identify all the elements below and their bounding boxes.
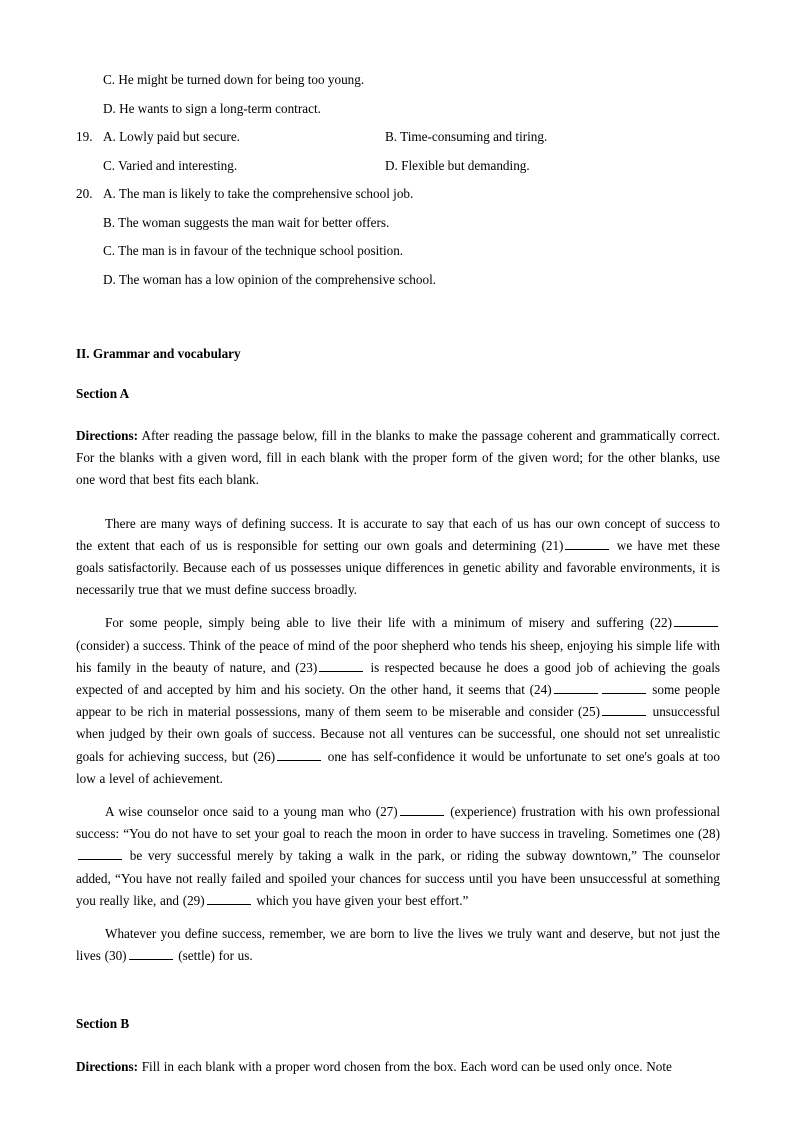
question-20-row-2 xyxy=(76,215,720,232)
question-20-row-4 xyxy=(76,272,720,289)
spacer xyxy=(76,402,720,425)
blank-24-second[interactable] xyxy=(602,682,646,694)
passage-text: Whatever you define success, remember, we are born to live the lives we truly want and deserve, but not just the lives (30) xyxy=(76,926,720,964)
question-20-row-3 xyxy=(76,243,720,260)
section-a-heading: Section A xyxy=(76,385,130,401)
passage-text: is respected because he does a good job of achieving the goals expected of and accepted by him and his society. On the other hand, it seems that (24) xyxy=(76,659,720,698)
passage-text: (experience) frustration with his own professional success: “You do not have to set your goal to reach the moon in order to have success in traveling. Sometimes one (28) xyxy=(76,804,720,842)
option-a[interactable]: A. Lowly paid but secure. xyxy=(103,129,240,144)
option-row xyxy=(76,101,720,118)
passage-text: unsuccessful when judged by their own goals of success. Because not all ventures can be successful, one should not set unrealistic goals for achieving success, but (26) xyxy=(76,704,720,764)
passage-text: one has self-confidence it would be unfortunate to set one's goals at too low a level of achievement. xyxy=(76,748,720,786)
blank-24-first[interactable] xyxy=(554,682,598,694)
passage-paragraph-2 xyxy=(76,612,720,790)
blank-28[interactable] xyxy=(78,849,122,861)
blank-21[interactable] xyxy=(565,538,609,550)
blank-26[interactable] xyxy=(277,749,321,761)
spacer xyxy=(76,967,720,1016)
option-a[interactable]: A. The man is likely to take the comprehensive school job. xyxy=(103,186,414,201)
option-group xyxy=(103,72,720,89)
blank-22[interactable] xyxy=(674,616,718,628)
option-group xyxy=(103,243,720,260)
directions-text: Fill in each blank with a proper word chosen from the box. Each word can be used only once. Note xyxy=(138,1058,672,1074)
question-19-row-1 xyxy=(76,129,720,146)
option-group xyxy=(103,186,720,203)
option-group xyxy=(103,215,720,232)
passage-text: some people appear to be rich in material possessions, many of them seem to be miserable and consider (25) xyxy=(76,682,720,720)
question-20-row-1 xyxy=(76,186,720,203)
option-d[interactable]: D. He wants to sign a long-term contract. xyxy=(103,100,321,116)
option-group xyxy=(103,101,720,118)
section-a-directions xyxy=(76,425,720,492)
option-c[interactable]: C. The man is in favour of the technique school position. xyxy=(103,243,404,258)
passage-text: A wise counselor once said to a young man who (27) xyxy=(105,804,398,820)
question-number-20: 20. xyxy=(76,186,93,201)
option-b[interactable]: B. The woman suggests the man wait for better offers. xyxy=(103,214,390,230)
question-19-row-2 xyxy=(76,158,720,175)
listening-answers-block xyxy=(76,72,720,288)
blank-29[interactable] xyxy=(207,893,251,905)
option-row xyxy=(76,72,720,89)
passage-text: (consider) a success. Think of the peace of mind of the poor shepherd who tends his sheep, enjoying his simple life with his family in the beauty of nature, and (23) xyxy=(76,637,720,675)
option-d[interactable]: D. The woman has a low opinion of the comprehensive school. xyxy=(103,271,437,287)
passage-paragraph-4 xyxy=(76,923,720,967)
option-c[interactable]: C. He might be turned down for being too young. xyxy=(103,72,365,87)
section-b-heading: Section B xyxy=(76,1016,130,1032)
page-content xyxy=(76,72,720,1078)
passage-paragraph-1 xyxy=(76,513,720,602)
question-number-19: 19. xyxy=(76,129,93,144)
directions-label: Directions: xyxy=(76,428,139,443)
spacer xyxy=(76,300,720,346)
spacer xyxy=(76,363,720,386)
blank-30[interactable] xyxy=(129,948,173,960)
blank-27[interactable] xyxy=(400,804,444,816)
directions-label: Directions: xyxy=(76,1058,139,1074)
blank-23[interactable] xyxy=(319,660,363,672)
spacer xyxy=(76,492,720,513)
passage-text: There are many ways of defining success. It is accurate to say that each of us has our own concept of success to the extent that each of us is responsible for setting our own goals and determining (21) xyxy=(76,515,720,553)
directions-text: After reading the passage below, fill in the blanks to make the passage coherent and grammatically correct. For the blanks with a given word, fill in each blank with the proper form of the given word; for the other blanks, use one word that best fits each blank. xyxy=(76,428,720,488)
passage-text: For some people, simply being able to live their life with a minimum of misery and suffering (22) xyxy=(105,615,672,631)
part-two-title: II. Grammar and vocabulary xyxy=(76,346,241,361)
passage-text: we have met these goals satisfactorily. Because each of us possesses unique differences in genetic ability and favorable environments, it is necessarily true that we must define success broadly. xyxy=(76,537,720,598)
option-b[interactable]: B. Time-consuming and tiring. xyxy=(385,129,548,144)
option-group xyxy=(103,272,720,289)
passage-text: which you have given your best effort.” xyxy=(252,892,469,908)
option-group xyxy=(103,158,720,175)
option-group xyxy=(103,129,720,146)
passage-text: (settle) for us. xyxy=(174,948,253,964)
option-d[interactable]: D. Flexible but demanding. xyxy=(385,157,530,173)
spacer xyxy=(76,1033,720,1056)
passage-text: be very successful merely by taking a walk in the park, or riding the subway downtown,” The counselor added, “You have not really failed and spoiled your chances for success until you have been unsuccessful at something you really like, and (29) xyxy=(76,848,720,908)
passage-paragraph-3 xyxy=(76,801,720,912)
option-c[interactable]: C. Varied and interesting. xyxy=(103,157,238,173)
section-b-directions xyxy=(76,1056,720,1078)
blank-25[interactable] xyxy=(602,704,646,716)
